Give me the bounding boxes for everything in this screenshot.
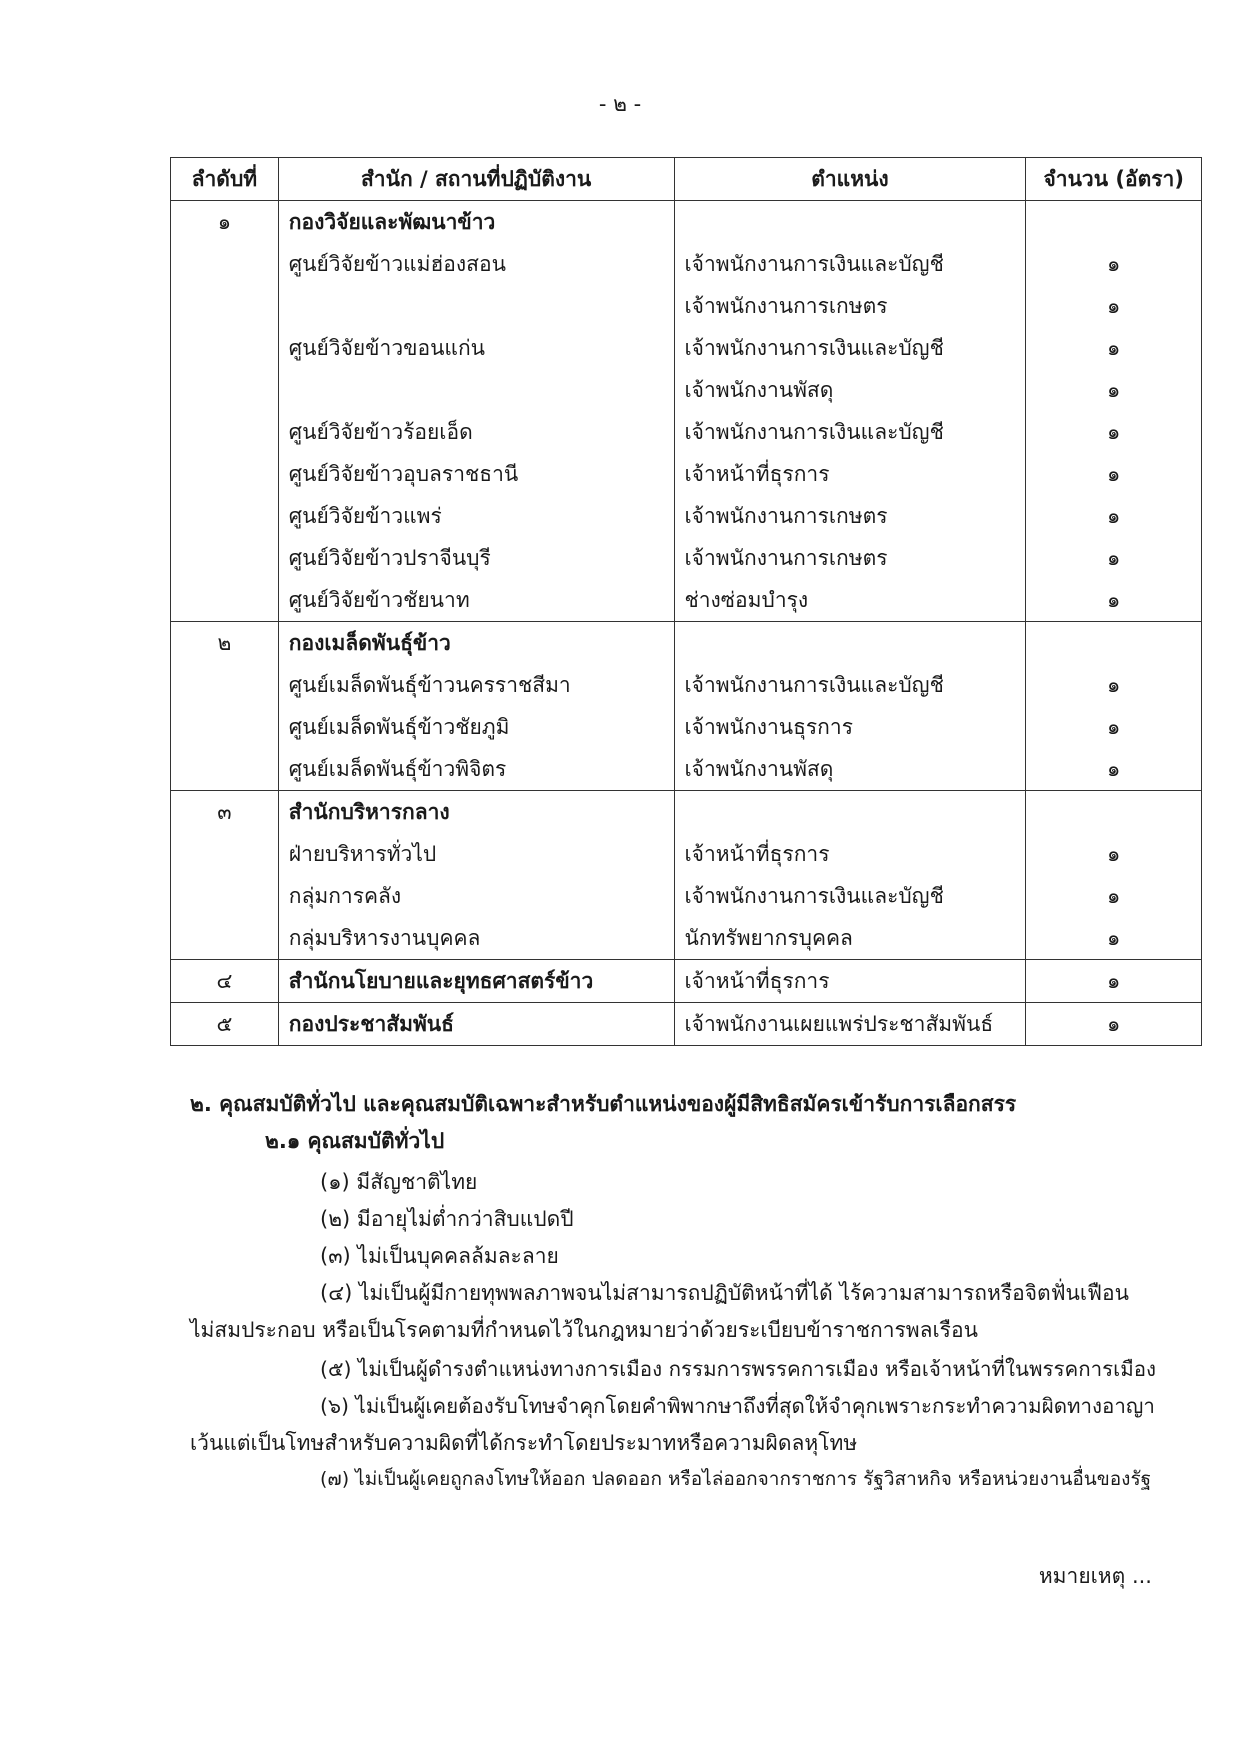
place-cell: ศูนย์เมล็ดพันธุ์ข้าวพิจิตร (278, 748, 674, 791)
place-cell: ศูนย์เมล็ดพันธุ์ข้าวนครราชสีมา (278, 664, 674, 706)
position-cell: ช่างซ่อมบำรุง (674, 579, 1026, 622)
count-cell: ๑ (1026, 960, 1202, 1003)
group-title: กองวิจัยและพัฒนาข้าว (278, 201, 674, 244)
table-row (171, 833, 1202, 875)
table-group-2 (171, 622, 1202, 791)
section-heading: ๒. คุณสมบัติทั่วไป และคุณสมบัติเฉพาะสำหรับตำแหน่งของผู้มีสิทธิสมัครเข้ารับการเลือกสรร (190, 1092, 1017, 1116)
count-cell: ๑ (1026, 833, 1202, 875)
group-number: ๕ (171, 1003, 279, 1046)
group-number: ๓ (171, 791, 279, 834)
place-cell: ศูนย์เมล็ดพันธุ์ข้าวชัยภูมิ (278, 706, 674, 748)
position-cell: เจ้าพนักงานการเงินและบัญชี (674, 243, 1026, 285)
table-row (171, 411, 1202, 453)
table-group-4 (171, 960, 1202, 1003)
header-order: ลำดับที่ (171, 158, 279, 201)
group-title: กองเมล็ดพันธุ์ข้าว (278, 622, 674, 665)
place-cell: ศูนย์วิจัยข้าวอุบลราชธานี (278, 453, 674, 495)
count-cell: ๑ (1026, 285, 1202, 327)
count-cell: ๑ (1026, 579, 1202, 622)
qualification-item: (๑) มีสัญชาติไทย (320, 1170, 478, 1194)
table-row (171, 327, 1202, 369)
count-cell: ๑ (1026, 875, 1202, 917)
place-cell: กลุ่มการคลัง (278, 875, 674, 917)
table-row (171, 706, 1202, 748)
count-cell: ๑ (1026, 664, 1202, 706)
group-number: ๔ (171, 960, 279, 1003)
table-group-1 (171, 201, 1202, 622)
qualification-item-continued: ไม่สมประกอบ หรือเป็นโรคตามที่กำหนดไว้ในกฎหมายว่าด้วยระเบียบข้าราชการพลเรือน (190, 1318, 978, 1342)
group-title: สำนักนโยบายและยุทธศาสตร์ข้าว (278, 960, 674, 1003)
count-cell: ๑ (1026, 453, 1202, 495)
position-cell: เจ้าพนักงานการเงินและบัญชี (674, 327, 1026, 369)
place-cell: ศูนย์วิจัยข้าวปราจีนบุรี (278, 537, 674, 579)
count-cell: ๑ (1026, 917, 1202, 960)
table-group-5 (171, 1003, 1202, 1046)
place-cell: ศูนย์วิจัยข้าวแม่ฮ่องสอน (278, 243, 674, 285)
qualification-item: (๗) ไม่เป็นผู้เคยถูกลงโทษให้ออก ปลดออก หรือไล่ออกจากราชการ รัฐวิสาหกิจ หรือหน่วยงานอื่นของรัฐ (320, 1468, 1152, 1490)
position-cell: เจ้าหน้าที่ธุรการ (674, 833, 1026, 875)
place-cell: ฝ่ายบริหารทั่วไป (278, 833, 674, 875)
table-row (171, 1003, 1202, 1046)
count-cell: ๑ (1026, 369, 1202, 411)
group-title: สำนักบริหารกลาง (278, 791, 674, 834)
position-cell: เจ้าพนักงานการเงินและบัญชี (674, 664, 1026, 706)
position-cell: เจ้าพนักงานพัสดุ (674, 369, 1026, 411)
qualification-item: (๕) ไม่เป็นผู้ดำรงตำแหน่งทางการเมือง กรรมการพรรคการเมือง หรือเจ้าหน้าที่ในพรรคการเมือง (320, 1357, 1157, 1381)
count-cell: ๑ (1026, 327, 1202, 369)
positions-table (170, 157, 1202, 1046)
count-cell: ๑ (1026, 706, 1202, 748)
count-cell: ๑ (1026, 243, 1202, 285)
place-cell (278, 285, 674, 327)
position-cell: เจ้าพนักงานการเงินและบัญชี (674, 411, 1026, 453)
place-cell: ศูนย์วิจัยข้าวขอนแก่น (278, 327, 674, 369)
place-cell: กลุ่มบริหารงานบุคคล (278, 917, 674, 960)
position-cell: เจ้าหน้าที่ธุรการ (674, 960, 1026, 1003)
position-cell: นักทรัพยากรบุคคล (674, 917, 1026, 960)
qualification-item: (๔) ไม่เป็นผู้มีกายทุพพลภาพจนไม่สามารถปฏิบัติหน้าที่ได้ ไร้ความสามารถหรือจิตฟั่นเฟือน (320, 1281, 1129, 1305)
qualification-item: (๖) ไม่เป็นผู้เคยต้องรับโทษจำคุกโดยคำพิพากษาถึงที่สุดให้จำคุกเพราะกระทำความผิดทางอาญา (320, 1394, 1155, 1418)
page-number: - ๒ - (598, 92, 642, 116)
table-row (171, 579, 1202, 622)
count-cell: ๑ (1026, 411, 1202, 453)
qualification-item-continued: เว้นแต่เป็นโทษสำหรับความผิดที่ได้กระทำโดยประมาทหรือความผิดลหุโทษ (190, 1431, 858, 1455)
position-cell: เจ้าพนักงานการเกษตร (674, 537, 1026, 579)
position-cell: เจ้าพนักงานการเงินและบัญชี (674, 875, 1026, 917)
count-cell: ๑ (1026, 1003, 1202, 1046)
table-row (171, 201, 1202, 244)
sub-section-heading: ๒.๑ คุณสมบัติทั่วไป (265, 1129, 445, 1153)
position-cell: เจ้าพนักงานธุรการ (674, 706, 1026, 748)
position-cell: เจ้าพนักงานการเกษตร (674, 495, 1026, 537)
qualification-item: (๓) ไม่เป็นบุคคลล้มละลาย (320, 1244, 559, 1268)
continuation-note: หมายเหตุ ... (1038, 1564, 1152, 1588)
count-cell: ๑ (1026, 495, 1202, 537)
table-row (171, 917, 1202, 960)
table-row (171, 748, 1202, 791)
table-row (171, 622, 1202, 665)
table-row (171, 664, 1202, 706)
count-cell: ๑ (1026, 748, 1202, 791)
position-cell: เจ้าพนักงานเผยแพร่ประชาสัมพันธ์ (674, 1003, 1026, 1046)
place-cell: ศูนย์วิจัยข้าวร้อยเอ็ด (278, 411, 674, 453)
table-header-row (171, 158, 1202, 201)
header-count: จำนวน (อัตรา) (1026, 158, 1202, 201)
position-cell: เจ้าพนักงานการเกษตร (674, 285, 1026, 327)
table-row (171, 369, 1202, 411)
table-row (171, 453, 1202, 495)
place-cell (278, 369, 674, 411)
table-row (171, 495, 1202, 537)
position-cell: เจ้าหน้าที่ธุรการ (674, 453, 1026, 495)
qualification-item: (๒) มีอายุไม่ต่ำกว่าสิบแปดปี (320, 1207, 574, 1231)
table-row (171, 791, 1202, 834)
table-row (171, 537, 1202, 579)
table-row (171, 285, 1202, 327)
header-office: สำนัก / สถานที่ปฏิบัติงาน (278, 158, 674, 201)
table-row (171, 875, 1202, 917)
count-cell: ๑ (1026, 537, 1202, 579)
place-cell: ศูนย์วิจัยข้าวแพร่ (278, 495, 674, 537)
place-cell: ศูนย์วิจัยข้าวชัยนาท (278, 579, 674, 622)
header-position: ตำแหน่ง (674, 158, 1026, 201)
table-row (171, 960, 1202, 1003)
group-number: ๒ (171, 622, 279, 665)
group-number: ๑ (171, 201, 279, 244)
table-row (171, 243, 1202, 285)
group-title: กองประชาสัมพันธ์ (278, 1003, 674, 1046)
position-cell: เจ้าพนักงานพัสดุ (674, 748, 1026, 791)
table-group-3 (171, 791, 1202, 960)
